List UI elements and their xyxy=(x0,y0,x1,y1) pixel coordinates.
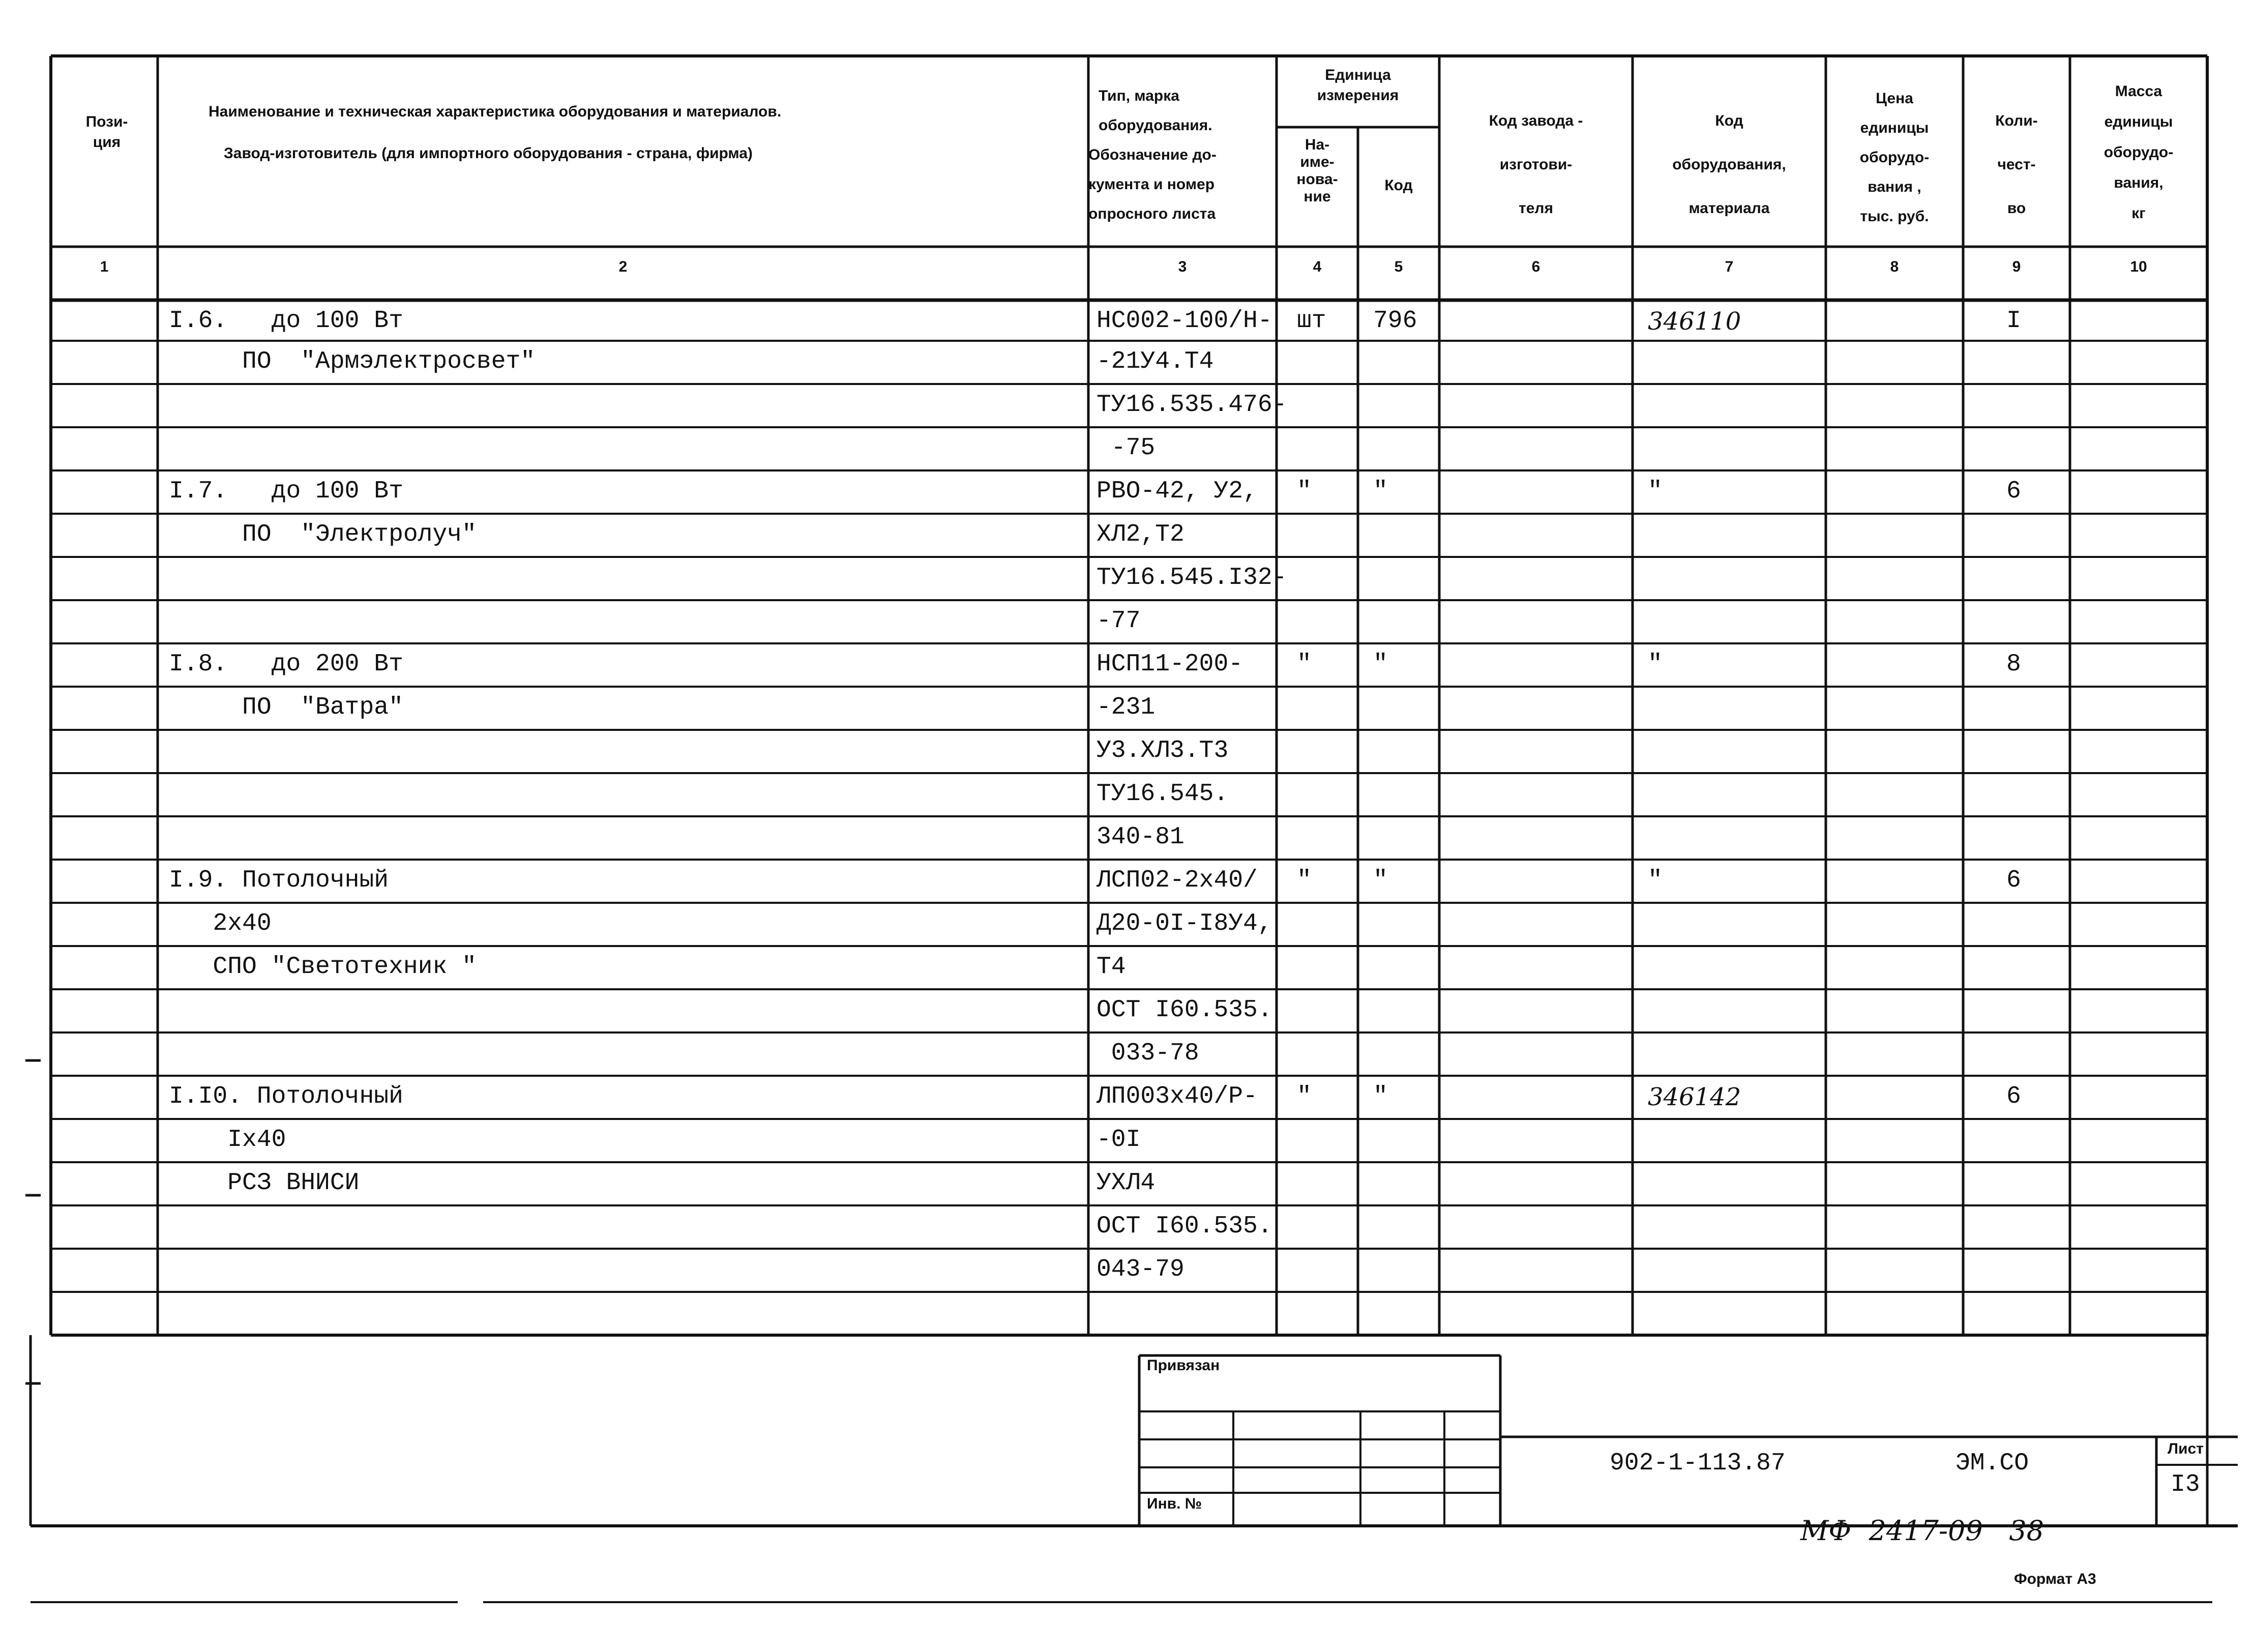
format-label: Формат А3 xyxy=(2014,1571,2096,1587)
row-type-designation: 043-79 xyxy=(1097,1256,1184,1283)
header-equipment-code: Код оборудования, материала xyxy=(1672,112,1786,217)
row-name: СПО "Светотехник " xyxy=(169,953,477,981)
row-type-designation: -0I xyxy=(1097,1126,1141,1154)
row-type-designation: Д20-0I-I8У4, xyxy=(1097,910,1272,937)
column-number: 8 xyxy=(1890,258,1899,275)
row-name: I.9. Потолочный xyxy=(169,867,389,894)
header-position: Пози- ция xyxy=(85,113,128,151)
sheet-number: I3 xyxy=(2171,1471,2200,1498)
row-equipment-code: " xyxy=(1648,478,1663,505)
column-number: 5 xyxy=(1394,258,1403,275)
row-equipment-code: " xyxy=(1648,651,1663,678)
row-type-designation: ТУ16.535.476- xyxy=(1097,391,1287,419)
row-type-designation: 033-78 xyxy=(1097,1040,1199,1067)
row-type-designation: Т4 xyxy=(1097,953,1126,981)
row-unit-code: " xyxy=(1373,1083,1388,1110)
row-unit-name: шт xyxy=(1297,307,1326,335)
row-unit-code: " xyxy=(1373,478,1388,505)
column-number: 9 xyxy=(2012,258,2021,275)
row-equipment-code: 346142 xyxy=(1648,1083,1741,1111)
header-unit-code: Код xyxy=(1384,177,1413,194)
document-code: ЭМ.СО xyxy=(1955,1450,2029,1477)
row-name: ПО "Армэлектросвет" xyxy=(169,348,536,375)
column-number: 10 xyxy=(2130,258,2147,275)
row-name: I.7. до 100 Вт xyxy=(169,478,403,505)
row-type-designation: ТУ16.545.I32- xyxy=(1097,564,1287,592)
row-quantity: 6 xyxy=(2006,867,2021,894)
row-type-designation: 340-81 xyxy=(1097,823,1184,851)
header-factory-code: Код завода - изготови- теля xyxy=(1489,112,1583,217)
row-unit-code: " xyxy=(1373,651,1388,678)
row-type-designation: ОСТ I60.535. xyxy=(1097,1213,1272,1240)
header-mass: Масса единицы оборудо- вания, кг xyxy=(2103,83,2174,222)
row-type-designation: ЛП003х40/Р- xyxy=(1097,1083,1258,1110)
stamp-bound-label: Привязан xyxy=(1147,1357,1220,1374)
row-name: ПО "Ватра" xyxy=(169,694,403,721)
column-number: 2 xyxy=(618,258,628,275)
stamp-inventory-label: Инв. № xyxy=(1147,1495,1202,1512)
row-type-designation: -75 xyxy=(1097,434,1155,462)
row-equipment-code: 346110 xyxy=(1648,307,1741,336)
column-number: 6 xyxy=(1531,258,1540,275)
column-number: 1 xyxy=(100,258,109,275)
row-type-designation: НС002-100/Н- xyxy=(1097,307,1272,335)
row-unit-name: " xyxy=(1297,478,1312,505)
row-unit-code: 796 xyxy=(1373,307,1417,335)
row-unit-name: " xyxy=(1297,867,1312,894)
row-quantity: I xyxy=(2006,307,2021,335)
row-unit-name: " xyxy=(1297,651,1312,678)
row-type-designation: ЛСП02-2х40/ xyxy=(1097,867,1258,894)
column-number: 7 xyxy=(1725,258,1734,275)
header-quantity: Коли- чест- во xyxy=(1995,112,2038,217)
header-type: Тип, марка оборудования. Обозначение до- кумента и номер опросного листа xyxy=(1088,87,1217,222)
document-number: 902-1-113.87 xyxy=(1610,1450,1786,1477)
row-type-designation: РВО-42, У2, xyxy=(1097,478,1258,505)
handwritten-archive-code: МФ 2417-09 38 xyxy=(1800,1515,2044,1547)
row-type-designation: У3.ХЛ3.Т3 xyxy=(1097,737,1229,764)
row-type-designation: УХЛ4 xyxy=(1097,1169,1155,1197)
row-type-designation: -231 xyxy=(1097,694,1155,721)
row-name: I.8. до 200 Вт xyxy=(169,651,403,678)
row-name: I.6. до 100 Вт xyxy=(169,307,403,335)
row-name: РСЗ ВНИСИ xyxy=(169,1169,360,1197)
column-number: 4 xyxy=(1313,258,1322,275)
header-name: Наименование и техническая характеристика оборудования и материалов. Завод-изготовитель (для импортного оборудования - страна, фирма) xyxy=(209,103,782,162)
row-unit-name: " xyxy=(1297,1083,1312,1110)
row-type-designation: НСП11-200- xyxy=(1097,651,1243,678)
row-name: ПО "Электролуч" xyxy=(169,521,477,548)
row-unit-code: " xyxy=(1373,867,1388,894)
header-unit-group: Единица измерения xyxy=(1317,67,1399,104)
header-unit-name: На- име- нова- ние xyxy=(1296,136,1338,205)
row-quantity: 6 xyxy=(2006,1083,2021,1110)
row-type-designation: ОСТ I60.535. xyxy=(1097,996,1272,1024)
row-quantity: 8 xyxy=(2006,651,2021,678)
row-name: Iх40 xyxy=(169,1126,286,1154)
row-name: 2х40 xyxy=(169,910,272,937)
column-number: 3 xyxy=(1178,258,1187,275)
row-type-designation: ХЛ2,Т2 xyxy=(1097,521,1184,548)
row-type-designation: ТУ16.545. xyxy=(1097,780,1229,808)
header-price: Цена единицы оборудо- вания , тыс. руб. xyxy=(1859,90,1930,225)
row-name: I.I0. Потолочный xyxy=(169,1083,403,1110)
row-quantity: 6 xyxy=(2006,478,2021,505)
row-equipment-code: " xyxy=(1648,867,1663,894)
row-type-designation: -21У4.Т4 xyxy=(1097,348,1214,375)
sheet-label: Лист xyxy=(2168,1440,2204,1457)
row-type-designation: -77 xyxy=(1097,607,1141,635)
